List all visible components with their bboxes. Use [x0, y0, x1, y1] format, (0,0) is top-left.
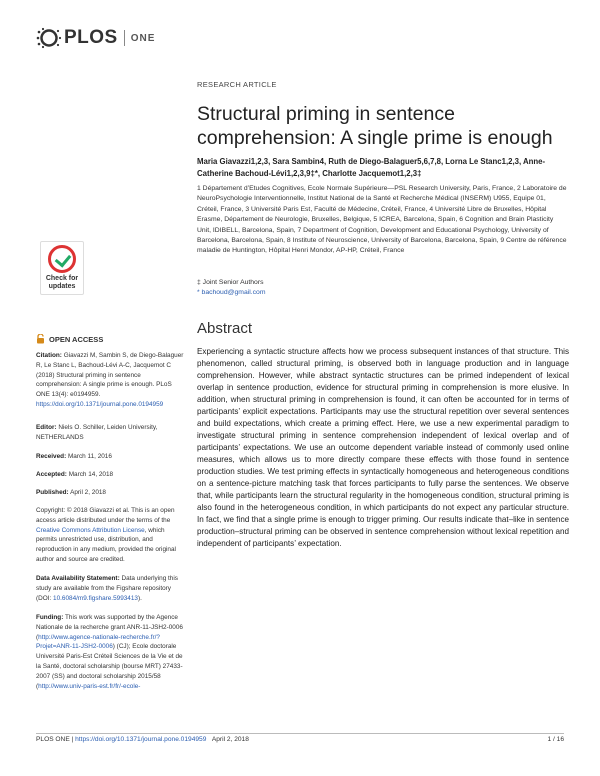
data-availability-end: ).	[137, 594, 142, 602]
page-footer	[36, 733, 564, 747]
univ-paris-est-link[interactable]: http://www.univ-paris-est.fr/fr/-ecole-	[38, 682, 141, 690]
check-updates-icon	[48, 245, 76, 273]
editor-text: Niels O. Schiller, Leiden University, NETHERLANDS	[36, 424, 158, 441]
funding-block	[36, 613, 186, 691]
corresponding-email-link[interactable]: * bachoud@gmail.com	[197, 289, 266, 297]
affiliations: 1 Département d’Etudes Cognitives, Ecole Normale Supérieure—PSL Research University, Paris, France, 2 Laboratoire de NeuroPsychologie Interventionnelle, Institut National de la Santé et Recherche Médical (INSERM) U955, Equipe 01, Créteil, France, 3 Université Paris Est, Faculté de Médecine, Créteil, France, 4 Université Libre de Bruxelles, Hôpital Erasme, Département de Neurologie, Bruxelles, Belgique, 5 ICREA, Barcelona, Spain, 6 Cognition and Brain Plasticity Unit, IDIBELL, Barcelona, Spain, 7 Department of Cognition, Development and Educational Psychology, University of Barcelona, Barcelona, Spain, 8 Institute of Neuroscience, University of Barcelona, Barcelona, Spain, 9 Centre de référence maladie de Huntington, Hôpital Henri Mondor, AP-HP, Créteil, France	[197, 185, 567, 255]
funding-text-mid: ) (CJ); Ecole doctorale Université Paris-Est Créteil Sciences de la Vie et de la Santé, doctoral scholarship (bourse MRT) 27433-2007 (SS) and doctoral scholarship 2015/58 (	[36, 643, 183, 690]
copyright-text-end: , which permits unrestricted use, distribution, and reproduction in any medium, provided the original author and source are credited.	[36, 526, 176, 563]
author-list: Maria Giavazzi1,2,3, Sara Sambin4, Ruth de Diego-Balaguer5,6,7,8, Lorna Le Stanc1,2,3, Anne-Catherine Bachoud-Lévi1,2,3,9‡*, Charlotte Jacquemot1,2,3‡	[197, 157, 546, 178]
received-date: March 11, 2016	[67, 453, 112, 460]
footer-citation	[36, 736, 249, 747]
badge-text: Check for updates	[45, 275, 79, 290]
received-label: Received:	[36, 453, 67, 460]
published-label: Published:	[36, 489, 69, 496]
data-availability-text: Data underlying this study are available from the Figshare repository (DOI:	[36, 575, 178, 602]
brand-name: PLOS	[64, 27, 118, 48]
data-availability-label: Data Availability Statement:	[36, 575, 120, 582]
figshare-doi-link[interactable]: 10.6084/m9.figshare.5993413	[53, 594, 138, 602]
accepted-date: March 14, 2018	[68, 471, 114, 478]
license-link[interactable]: Creative Commons Attribution License	[36, 526, 145, 534]
anr-grant-link[interactable]: http://www.agence-nationale-recherche.fr/?Projet=ANR-11-JSH2-0006	[36, 633, 160, 651]
article-title: Structural priming in sentence comprehension: A single prime is enough	[197, 103, 553, 149]
citation-label: Citation:	[36, 352, 62, 359]
open-access-label: OPEN ACCESS	[49, 334, 104, 344]
received-block	[36, 452, 186, 462]
accepted-block	[36, 470, 186, 480]
published-block	[36, 488, 186, 498]
open-access	[36, 334, 103, 344]
abstract-heading: Abstract	[197, 320, 253, 337]
published-date: April 2, 2018	[70, 489, 106, 496]
page-number: 1 / 16	[547, 736, 564, 743]
copyright-block	[36, 506, 186, 565]
accepted-label: Accepted:	[36, 471, 67, 478]
citation-text: Giavazzi M, Sambin S, de Diego-Balaguer R, Le Stanc L, Bachoud-Lévi A-C, Jacquemot C (2018) Structural priming in sentence comprehension: A single prime is enough. PLoS ONE 13(4): e0194959.	[36, 352, 184, 399]
footer-separator: |	[69, 736, 76, 743]
footer-date: April 2, 2018	[211, 736, 249, 743]
footer-journal: PLOS ONE	[36, 736, 70, 743]
funding-text: This work was supported by the Agence Nationale de la recherche grant ANR-11-JSH2-0006 (	[36, 614, 183, 641]
citation-block	[36, 351, 186, 410]
plos-logo-icon	[36, 27, 62, 49]
open-lock-icon	[36, 334, 45, 344]
editor-label: Editor:	[36, 424, 57, 431]
author-notes	[197, 278, 569, 299]
citation-doi-link[interactable]: https://doi.org/10.1371/journal.pone.0194959	[36, 400, 164, 408]
editor-block	[36, 423, 186, 443]
copyright-text: Copyright: © 2018 Giavazzi et al. This is an open access article distributed under the terms of the	[36, 507, 175, 524]
journal-name: ONE	[130, 32, 156, 44]
check-for-updates-badge[interactable]	[40, 241, 84, 295]
data-availability-block	[36, 574, 186, 603]
abstract-text: Experiencing a syntactic structure affects how we process subsequent instances of that structure. This phenomenon, called structural priming, is observed both in language production and in language comprehension. However, while abstract syntactic structures can be primed independent of lexical overlap in sentence production, evidence for structural priming in comprehension is more elusive. In addition, when structural priming in comprehension is found, it can often be accounted for in terms of participants’ explicit expectations. Participants may use the structural repetition over several sentences and build expectations, which create a priming effect. Here, we use a new experimental paradigm to investigate structural priming in sentence comprehension independent of lexical overlap and of participants’ expectations. We use an outcome dependent variable instead of commonly used online measures, which allows us to more directly compare these effects with those found in sentence production studies. We test priming effects in syntactically homogeneous and heterogeneous conditions on a sentence-picture matching task that forces participants to fully parse the sentences. We observe that, while participants learn the structural regularity in the homogeneous condition, structural priming is also found in the heterogeneous condition, in which participants do not expect any particular structure. In fact, we find that a single prime is enough to trigger priming. Our results indicate that–like in sentence production–structural priming can be observed in sentence comprehension without lexical repetition and independent of participants’ expectation.	[197, 347, 569, 548]
article-type: RESEARCH ARTICLE	[197, 80, 277, 89]
footer-doi-link[interactable]: https://doi.org/10.1371/journal.pone.0194959	[75, 736, 207, 743]
funding-label: Funding:	[36, 614, 64, 621]
joint-authors-note: ‡ Joint Senior Authors	[197, 279, 264, 286]
journal-header	[36, 26, 155, 50]
logo-divider	[124, 30, 125, 46]
